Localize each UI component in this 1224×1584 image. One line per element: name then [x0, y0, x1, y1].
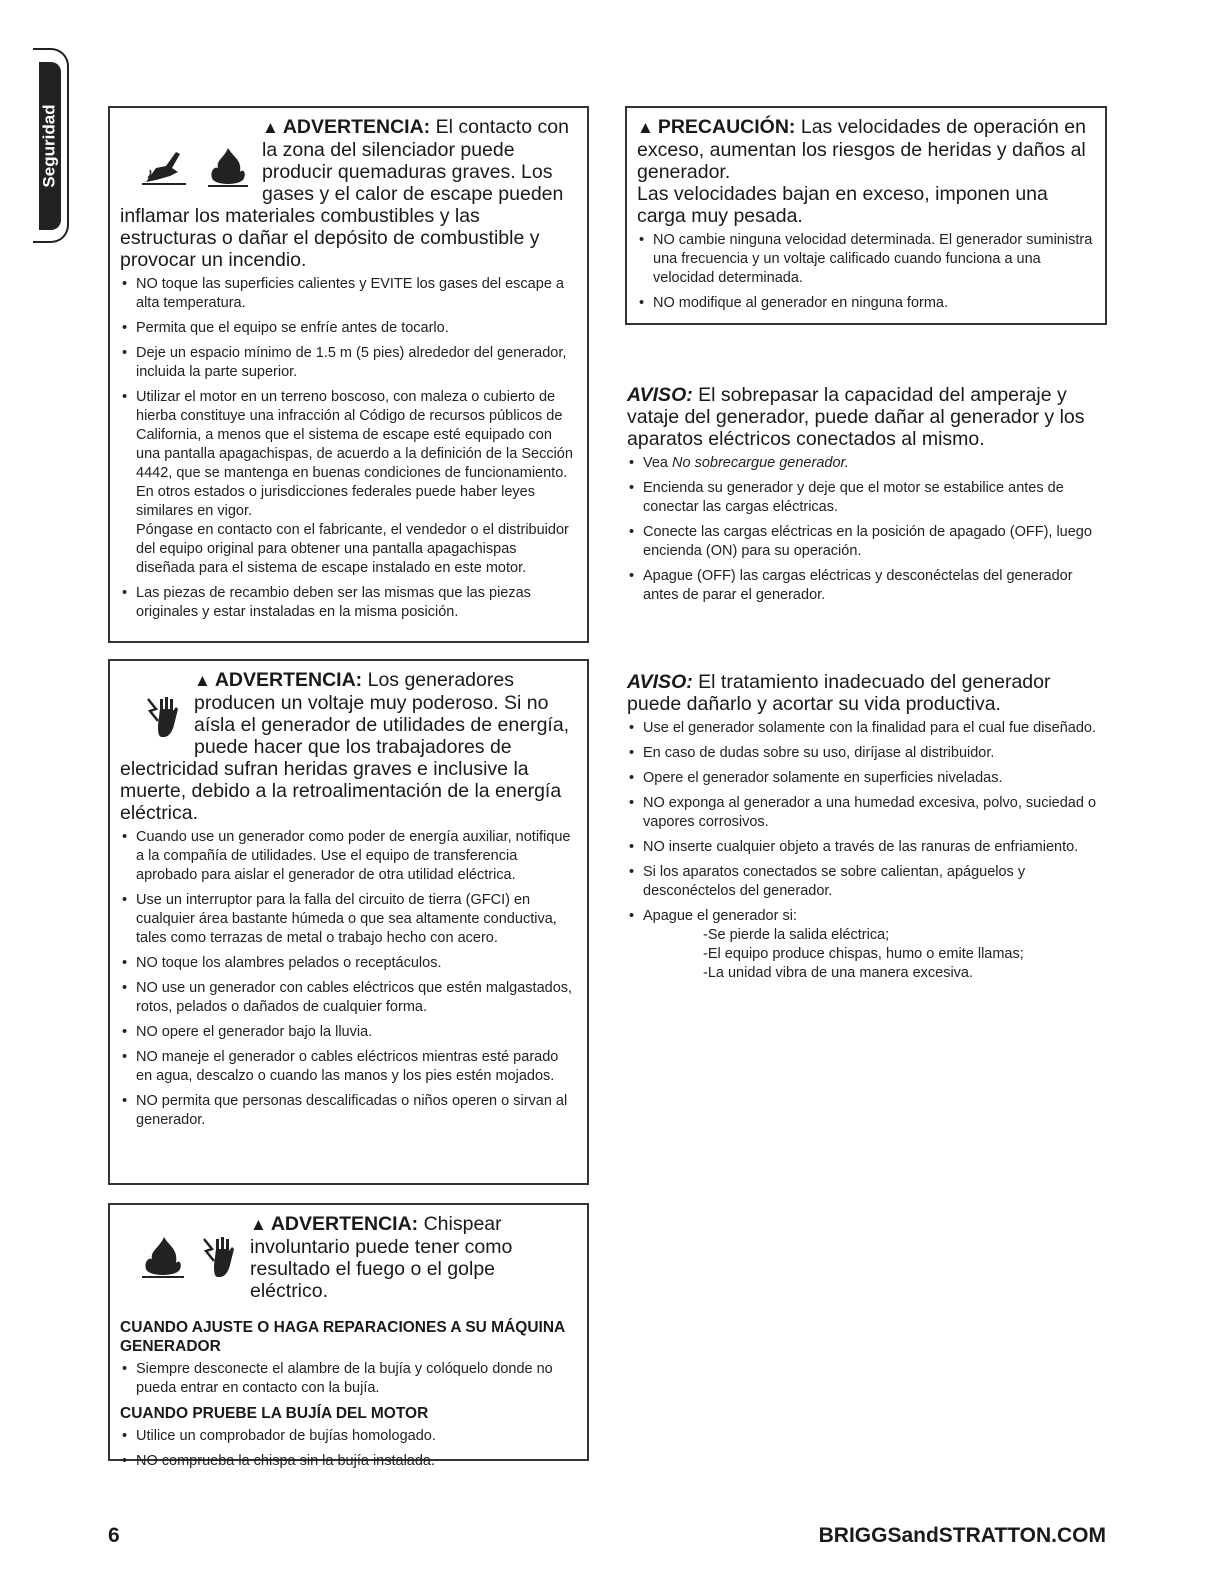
- notice-text-block: [627, 671, 1105, 715]
- voltage-warning-box: [108, 659, 589, 1185]
- list-item: • NO maneje el generador o cables eléctricos mientras esté parado en agua, descalzo o cuando las manos y los pies estén mojados.: [120, 1048, 577, 1086]
- treatment-notice-list: [627, 719, 1105, 983]
- spark-warning-icons: [142, 1235, 236, 1279]
- signal-word: AVISO:: [627, 384, 693, 406]
- list-item: • Use el generador solamente con la finalidad para el cual fue diseñado.: [627, 719, 1105, 738]
- list-item: • Deje un espacio mínimo de 1.5 m (5 pies) alrededor del generador, incluida la parte superior.: [120, 344, 577, 382]
- signal-word: ADVERTENCIA:: [214, 669, 363, 691]
- list-item: • NO inserte cualquier objeto a través de las ranuras de enfriamiento.: [627, 838, 1105, 857]
- list-item: • NO opere el generador bajo la lluvia.: [120, 1023, 577, 1042]
- section-tab-label: Seguridad: [40, 104, 59, 188]
- warning-triangle-icon: ▲: [262, 118, 279, 137]
- section-tab-fill: [39, 62, 61, 230]
- section-heading: CUANDO PRUEBE LA BUJÍA DEL MOTOR: [120, 1405, 429, 1422]
- warning-text: Chispear involuntario puede tener como resultado el fuego o el golpe eléctrico.: [250, 1213, 513, 1302]
- treatment-notice: [627, 671, 1105, 989]
- speed-caution-box: [625, 106, 1107, 325]
- list-item: [627, 907, 1105, 983]
- spark-warning-list-1: [120, 1360, 577, 1398]
- list-item: • NO cambie ninguna velocidad determinada. El generador suministra una frecuencia y un voltaje calificado cuando funciona a una velocidad determinada.: [637, 231, 1095, 288]
- sub-item: -Se pierde la salida eléctrica;: [703, 927, 890, 943]
- caution-text-2: Las velocidades bajan en exceso, imponen una carga muy pesada.: [637, 183, 1048, 227]
- cross-reference-link[interactable]: No sobrecargue generador.: [672, 455, 849, 471]
- section-tab: [33, 48, 69, 243]
- voltage-warning-header: [120, 669, 577, 824]
- signal-word: ADVERTENCIA:: [270, 1213, 419, 1235]
- list-item: • NO toque las superficies calientes y EVITE los gases del escape a alta temperatura.: [120, 275, 577, 313]
- sub-item: -La unidad vibra de una manera excesiva.: [703, 965, 974, 981]
- list-item: • NO use un generador con cables eléctricos que estén malgastados, rotos, pelados o dañados de cualquier forma.: [120, 979, 577, 1017]
- spark-warning-header: [120, 1213, 577, 1302]
- voltage-warning-list: [120, 828, 577, 1130]
- signal-word: PRECAUCIÓN:: [657, 116, 796, 138]
- list-item: • Conecte las cargas eléctricas en la posición de apagado (OFF), luego encienda (ON) para su operación.: [627, 523, 1105, 561]
- overload-notice-list: [627, 454, 1105, 605]
- muffler-warning-box: [108, 106, 589, 643]
- list-item: • Las piezas de recambio deben ser las mismas que las piezas originales y estar instaladas en la misma posición.: [120, 584, 577, 622]
- list-item: • NO modifique al generador en ninguna forma.: [637, 294, 1095, 313]
- spark-warning-list-2: [120, 1427, 577, 1471]
- signal-word: AVISO:: [627, 671, 693, 693]
- notice-text: El tratamiento inadecuado del generador puede dañarlo y acortar su vida productiva.: [627, 671, 1051, 715]
- list-item: • NO permita que personas descalificadas o niños operen o sirvan al generador.: [120, 1092, 577, 1130]
- list-item: • Utilizar el motor en un terreno boscoso, con maleza o cubierto de hierba constituye una infracción al Código de recursos públicos de California, a menos que el sistema de escape esté equipado con una pantalla apagachispas, de acuerdo a la definición de la Sección 4442, que se mantenga en buenas condiciones de funcionamiento. En otros estados o jurisdicciones federales puede haber leyes similares en vigor.: [120, 388, 577, 521]
- caution-text: Las velocidades de operación en exceso, aumentan los riesgos de heridas y daños al generador.: [637, 116, 1086, 183]
- list-item: • En caso de dudas sobre su uso, diríjase al distribuidor.: [627, 744, 1105, 763]
- overload-notice: [627, 384, 1105, 611]
- list-item-text: Apague el generador si:: [643, 908, 797, 924]
- notice-text-block: [627, 384, 1105, 450]
- warning-triangle-icon: ▲: [637, 118, 654, 137]
- warning-triangle-icon: ▲: [194, 671, 211, 690]
- list-item: • Si los aparatos conectados se sobre calientan, apáguelos y desconéctelos del generador.: [627, 863, 1105, 901]
- electric-shock-icon: [200, 1235, 236, 1279]
- electric-shock-icon: [144, 695, 180, 739]
- spark-warning-box: [108, 1203, 589, 1469]
- speed-caution-header: [637, 116, 1095, 183]
- list-item: • Use un interruptor para la falla del circuito de tierra (GFCI) en cualquier área bastante húmeda o que sea altamente conductiva, tales como terrazas de metal o trabajo hecho con acero.: [120, 891, 577, 948]
- cross-reference-prefix: Vea: [643, 455, 668, 471]
- muffler-warning-list: [120, 275, 577, 622]
- list-item: • Siempre desconecte el alambre de la bujía y colóquelo donde no pueda entrar en contacto con la bujía.: [120, 1360, 577, 1398]
- fire-icon: [142, 1235, 184, 1279]
- voltage-warning-icons: [144, 695, 180, 739]
- list-item: • NO comprueba la chispa sin la bujía instalada.: [120, 1452, 577, 1471]
- sub-item: -El equipo produce chispas, humo o emite llamas;: [703, 946, 1024, 962]
- speed-caution-list: [637, 231, 1095, 313]
- list-item: • Cuando use un generador como poder de energía auxiliar, notifique a la compañía de utilidades. Use el equipo de transferencia aprobado para aislar el generador de otra utilidad eléctrica.: [120, 828, 577, 885]
- hot-surface-icon: [142, 146, 186, 186]
- signal-word: ADVERTENCIA:: [282, 116, 431, 138]
- list-item: • NO exponga al generador a una humedad excesiva, polvo, suciedad o vapores corrosivos.: [627, 794, 1105, 832]
- warning-text: El contacto con la zona del silenciador puede producir quemaduras graves. Los gases y el calor de escape pueden inflamar los materiales combustibles y las estructuras o dañar el depósito de combustible y provocar un incendio.: [120, 116, 569, 271]
- website-link[interactable]: BRIGGSandSTRATTON.COM: [818, 1524, 1106, 1547]
- section-heading: CUANDO AJUSTE O HAGA REPARACIONES A SU MÁQUINA GENERADOR: [120, 1319, 565, 1355]
- fire-icon: [208, 146, 248, 188]
- muffler-warning-header: [120, 116, 577, 271]
- list-item: • Opere el generador solamente en superficies niveladas.: [627, 769, 1105, 788]
- list-item: • Permita que el equipo se enfríe antes de tocarlo.: [120, 319, 577, 338]
- notice-text: El sobrepasar la capacidad del amperaje y vataje del generador, puede dañar al generador y los aparatos eléctricos conectados al mismo.: [627, 384, 1085, 450]
- page-number: 6: [108, 1524, 120, 1547]
- list-item: • NO toque los alambres pelados o receptáculos.: [120, 954, 577, 973]
- list-item: • Utilice un comprobador de bujías homologado.: [120, 1427, 577, 1446]
- warning-triangle-icon: ▲: [250, 1215, 267, 1234]
- warning-text: Los generadores producen un voltaje muy poderoso. Si no aísla el generador de utilidades de energía, puede hacer que los trabajadores de electricidad sufran heridas graves e inclusive la muerte, debido a la retroalimentación de la energía eléctrica.: [120, 669, 570, 824]
- list-item: [627, 454, 1105, 473]
- list-item-continuation: Póngase en contacto con el fabricante, el vendedor o el distribuidor del equipo original para obtener una pantalla apagachispas diseñada para el sistema de escape instalado en este motor.: [136, 522, 569, 576]
- list-item: • Encienda su generador y deje que el motor se estabilice antes de conectar las cargas eléctricas.: [627, 479, 1105, 517]
- list-item: • Apague (OFF) las cargas eléctricas y desconéctelas del generador antes de parar el generador.: [627, 567, 1105, 605]
- muffler-warning-icons: [142, 146, 248, 188]
